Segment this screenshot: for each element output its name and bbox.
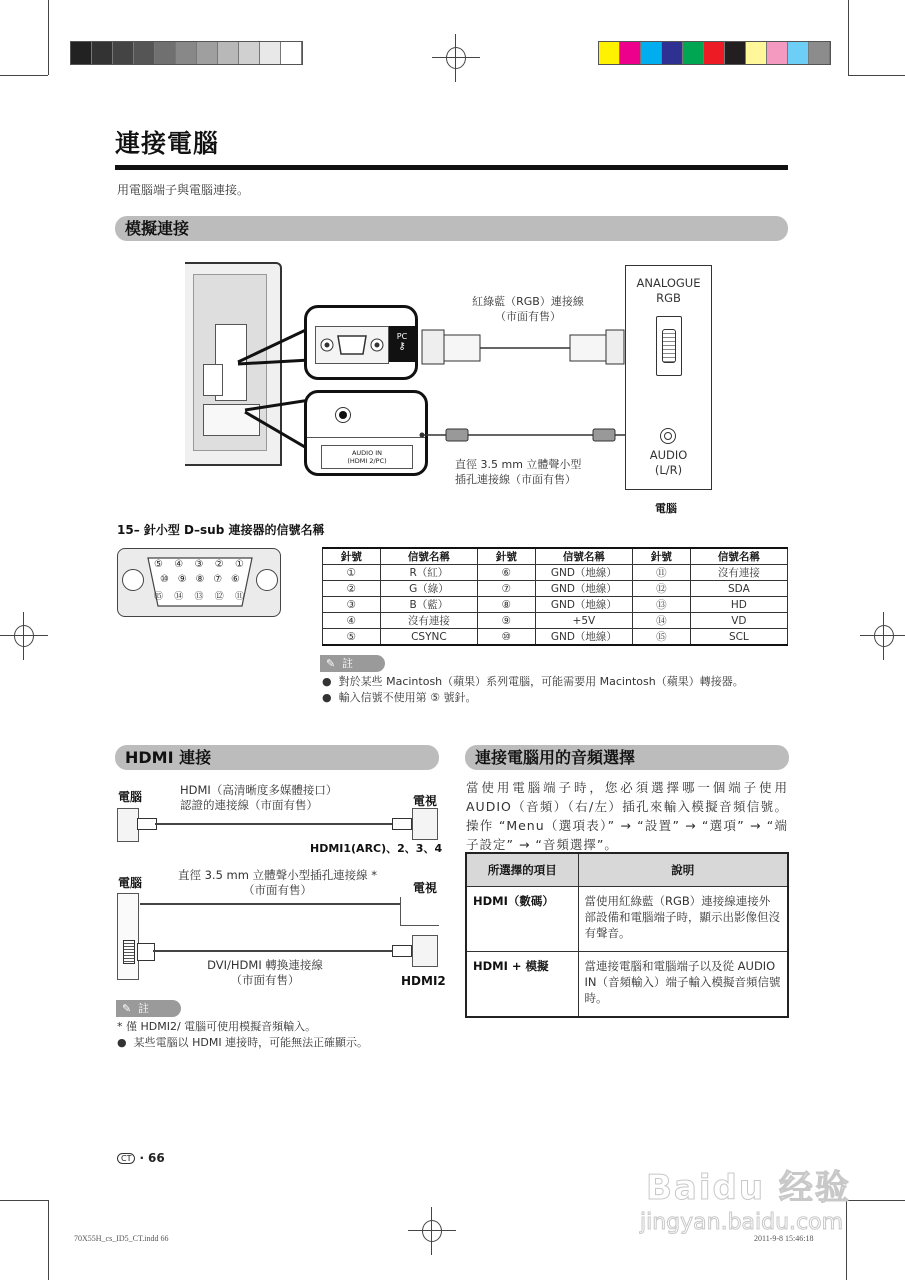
crop-mark	[48, 1200, 49, 1280]
crop-mark	[846, 1200, 847, 1280]
dsub-pin-table	[322, 547, 788, 646]
signal-name-cell: SDA	[690, 581, 787, 597]
audio-select-paragraph: 當使用電腦端子時，您必須選擇哪一個端子使用 AUDIO（音頻）（右/左）插孔來輸入模擬音頻信號。操作 “Menu（選項表）” → “設置” → “選項” → “端子設定” → “音頻選擇”。	[466, 780, 788, 852]
note-item: ● 輸入信號不使用第 ⑤ 號針。	[322, 691, 477, 704]
audio-lr-sublabel: (L/R)	[654, 463, 683, 477]
tv-hdmi-port-icon	[412, 808, 438, 840]
pin-number: ②	[214, 559, 224, 570]
vga-port-icon	[656, 316, 682, 376]
analogue-rgb-label: ANALOGUE	[636, 276, 701, 290]
pin-number: ⑩	[160, 574, 169, 585]
dvi-hdmi-cable	[153, 950, 395, 952]
pin-number-cell: ⑦	[477, 581, 535, 597]
pin-number-cell: ②	[323, 581, 381, 597]
color-swatch	[788, 42, 809, 64]
section-header-analog: 模擬連接	[115, 216, 788, 241]
grayscale-swatch-bar	[70, 41, 303, 65]
signal-name-cell: GND（地線）	[535, 565, 632, 581]
pin-number: ③	[194, 559, 204, 570]
hdmi2-label: HDMI2	[401, 974, 446, 988]
dsub-heading: 15– 針小型 D–sub 連接器的信號名稱	[117, 523, 325, 537]
crop-mark	[0, 1200, 48, 1201]
page-number: 66	[148, 1151, 165, 1165]
rgb-cable-label-line2: （市面有售）	[495, 310, 561, 323]
note-tag	[116, 1000, 181, 1017]
title-rule	[115, 165, 788, 170]
computer-label: 電腦	[655, 502, 677, 515]
pc-port-badge	[389, 326, 415, 362]
rgb-cable-illustration	[418, 325, 628, 370]
computer-panel-illustration	[625, 265, 712, 490]
pin-number-cell: ⑧	[477, 597, 535, 613]
rgb-cable-label-line1: 紅綠藍（RGB）連接線	[472, 295, 584, 308]
key-icon: ⚷	[398, 341, 406, 352]
section-header-audio-select: 連接電腦用的音頻選擇	[465, 745, 789, 770]
signal-name-cell: GND（地線）	[535, 581, 632, 597]
color-swatch	[746, 42, 767, 64]
audio-in-callout	[304, 390, 428, 476]
table-row	[466, 952, 788, 1018]
audio-in-label: AUDIO IN	[351, 449, 383, 457]
column-header: 信號名稱	[380, 548, 477, 565]
option-name-cell: HDMI + 模擬	[466, 952, 578, 1018]
grayscale-swatch	[260, 42, 281, 64]
signal-name-cell: SCL	[690, 629, 787, 646]
grayscale-swatch	[176, 42, 197, 64]
registration-mark-right	[860, 612, 905, 660]
signal-name-cell: GND（地線）	[535, 629, 632, 646]
column-header: 針號	[632, 548, 690, 565]
color-swatch	[767, 42, 788, 64]
dsub-connector-illustration	[117, 548, 281, 617]
pin-number-cell: ⑪	[632, 565, 690, 581]
tv-hdmi-port-icon	[412, 935, 438, 967]
language-badge: CT	[117, 1153, 135, 1164]
grayscale-swatch	[239, 42, 260, 64]
baidu-watermark: Baidu 经验	[646, 1168, 851, 1208]
pin-number: ⑫	[214, 592, 224, 602]
color-swatch	[620, 42, 641, 64]
computer-panel-illustration	[117, 893, 139, 980]
color-swatch	[641, 42, 662, 64]
signal-name-cell: 沒有連接	[380, 613, 477, 629]
crop-mark	[846, 1200, 905, 1201]
table-row	[323, 629, 788, 646]
pin-number: ⑨	[177, 574, 187, 585]
crop-mark	[848, 0, 849, 75]
option-name-cell: HDMI（數碼）	[466, 887, 578, 952]
hdmi-cable-label	[180, 783, 370, 813]
pin-number-cell: ⑤	[323, 629, 381, 646]
grayscale-swatch	[113, 42, 134, 64]
pin-number-cell: ⑥	[477, 565, 535, 581]
color-swatch-bar	[598, 41, 831, 65]
pin-number: ①	[235, 559, 244, 570]
tv-label: 電視	[413, 794, 438, 808]
hdmi-cable	[155, 823, 395, 825]
signal-name-cell: HD	[690, 597, 787, 613]
column-header: 信號名稱	[690, 548, 787, 565]
hdmi-ports-label: HDMI1(ARC)、2、3、4	[310, 842, 443, 855]
signal-name-cell: CSYNC	[380, 629, 477, 646]
tv-audio-in-illustration	[400, 897, 439, 926]
signal-name-cell: R（紅）	[380, 565, 477, 581]
audio-cable-label	[170, 868, 385, 898]
computer-hdmi-port-icon	[117, 808, 139, 842]
color-swatch	[704, 42, 725, 64]
column-header: 說明	[578, 853, 788, 887]
note-list-hdmi	[117, 1019, 368, 1051]
pin-number: ⑥	[231, 574, 240, 585]
table-row	[323, 565, 788, 581]
intro-text: 用電腦端子與電腦連接。	[117, 183, 250, 197]
signal-name-cell: VD	[690, 613, 787, 629]
pin-number: ⑪	[234, 592, 244, 602]
table-row	[323, 597, 788, 613]
pin-number-cell: ⑬	[632, 597, 690, 613]
description-cell: 當使用紅綠藍（RGB）連接線連接外部設備和電腦端子時，顯示出影像但沒有聲音。	[578, 887, 788, 952]
pin-number-cell: ③	[323, 597, 381, 613]
audio-cable	[140, 903, 400, 905]
pin-number-cell: ⑨	[477, 613, 535, 629]
audio-cable-label-line1: 直徑 3.5 mm 立體聲小型	[455, 458, 582, 471]
pin-number: ⑧	[195, 574, 205, 585]
dvi-port-icon	[123, 940, 135, 964]
audio-in-label-plate	[321, 445, 413, 469]
hdmi-plug-icon	[392, 818, 412, 830]
grayscale-swatch	[71, 42, 92, 64]
pin-number: ⑭	[174, 592, 184, 602]
note-item-text: 輸入信號不使用第 ⑤ 號針。	[338, 691, 477, 704]
print-timestamp: 2011-9-8 15:46:18	[754, 1234, 814, 1243]
page-title: 連接電腦	[115, 129, 220, 158]
vga-port-icon	[316, 327, 388, 363]
pin-number-cell: ①	[323, 565, 381, 581]
pin-number-cell: ⑭	[632, 613, 690, 629]
grayscale-swatch	[197, 42, 218, 64]
note-tag-label: 註	[342, 657, 353, 670]
pin-number: ④	[174, 559, 184, 570]
table-row	[323, 581, 788, 597]
callout-pointer-lines	[230, 300, 310, 460]
pin-number: ⑬	[194, 592, 204, 602]
note-tag-label: 註	[138, 1002, 149, 1015]
audio-cable-label-line2: 插孔連接線（市面有售）	[455, 473, 576, 486]
pin-number-cell: ⑩	[477, 629, 535, 646]
audio-select-table	[465, 852, 789, 1018]
description-cell: 當連接電腦和電腦端子以及從 AUDIO IN（音頻輸入）端子輸入模擬音頻信號時。	[578, 952, 788, 1018]
audio-cable-illustration	[418, 425, 628, 445]
paperclip-icon: ✎	[326, 657, 336, 670]
signal-name-cell: GND（地線）	[535, 597, 632, 613]
audio-jack-icon	[335, 407, 351, 423]
color-swatch	[662, 42, 683, 64]
page-footer	[117, 1151, 165, 1165]
column-header: 針號	[323, 548, 381, 565]
table-row	[466, 887, 788, 952]
color-swatch	[809, 42, 830, 64]
color-swatch	[599, 42, 620, 64]
hdmi-plug-icon	[137, 818, 157, 830]
registration-mark-bottom	[408, 1207, 456, 1255]
rgb-cable-label	[458, 294, 598, 324]
note-item: ● 對於某些 Macintosh（蘋果）系列電腦，可能需要用 Macintosh（蘋果）轉接器。	[322, 675, 744, 688]
signal-name-cell: +5V	[535, 613, 632, 629]
crop-mark	[848, 75, 905, 76]
hdmi-cable-label-line2: 認證的連接線（市面有售）	[180, 798, 318, 812]
column-header: 信號名稱	[535, 548, 632, 565]
note-item: * 僅 HDMI2/ 電腦可使用模擬音頻輸入。	[117, 1020, 317, 1033]
note-tag	[320, 655, 385, 672]
signal-name-cell: G（綠）	[380, 581, 477, 597]
grayscale-swatch	[218, 42, 239, 64]
pin-number-cell: ⑫	[632, 581, 690, 597]
grayscale-swatch	[134, 42, 155, 64]
audio-cable-label-line1: 直徑 3.5 mm 立體聲小型插孔連接線 *	[177, 868, 378, 882]
crop-mark	[0, 75, 48, 76]
audio-cable-label-line2: （市面有售）	[243, 883, 312, 897]
audio-jack-icon	[660, 428, 676, 444]
crop-mark	[48, 0, 49, 75]
separator-dot: ·	[139, 1151, 145, 1165]
section-header-hdmi: HDMI 連接	[115, 745, 439, 770]
dvi-plug-icon	[137, 943, 155, 961]
table-row	[323, 613, 788, 629]
paperclip-icon: ✎	[122, 1002, 132, 1015]
audio-lr-label: AUDIO	[649, 448, 688, 462]
registration-mark-top	[432, 34, 480, 82]
dvi-cable-label-line2: （市面有售）	[230, 973, 300, 987]
analogue-rgb-sublabel: RGB	[656, 291, 681, 305]
note-list-analog	[322, 674, 744, 706]
column-header: 所選擇的項目	[466, 853, 578, 887]
pin-number: ⑮	[154, 592, 164, 602]
pc-port-callout	[304, 305, 418, 380]
grayscale-swatch	[281, 42, 302, 64]
computer-label: 電腦	[118, 790, 143, 804]
signal-name-cell: B（藍）	[380, 597, 477, 613]
note-item-text: 某些電腦以 HDMI 連接時，可能無法正確顯示。	[133, 1036, 369, 1049]
pc-port-label: PC	[396, 332, 408, 341]
tv-label: 電視	[413, 881, 438, 895]
grayscale-swatch	[92, 42, 113, 64]
file-name: 70X55H_cs_ID5_CT.indd 66	[74, 1234, 169, 1243]
pin-number: ⑤	[154, 559, 163, 570]
registration-mark-left	[0, 612, 48, 660]
hdmi-plug-icon	[392, 945, 412, 957]
dvi-cable-label	[190, 958, 340, 988]
color-swatch	[683, 42, 704, 64]
note-item-text: 對於某些 Macintosh（蘋果）系列電腦，可能需要用 Macintosh（蘋果）轉接器。	[338, 675, 744, 688]
pin-number-cell: ⑮	[632, 629, 690, 646]
audio-cable-label	[455, 457, 620, 487]
grayscale-swatch	[155, 42, 176, 64]
signal-name-cell: 沒有連接	[690, 565, 787, 581]
baidu-watermark-url: jingyan.baidu.com	[640, 1210, 844, 1235]
hdmi-cable-label-line1: HDMI（高清晰度多媒體接口）	[180, 783, 338, 797]
audio-in-sublabel: (HDMI 2/PC)	[347, 457, 387, 465]
note-item: ● 某些電腦以 HDMI 連接時，可能無法正確顯示。	[117, 1036, 369, 1049]
pin-number: ⑦	[213, 574, 223, 585]
computer-label: 電腦	[118, 876, 143, 890]
color-swatch	[725, 42, 746, 64]
pin-number-cell: ④	[323, 613, 381, 629]
column-header: 針號	[477, 548, 535, 565]
dvi-cable-label-line1: DVI/HDMI 轉換連接線	[207, 958, 323, 972]
